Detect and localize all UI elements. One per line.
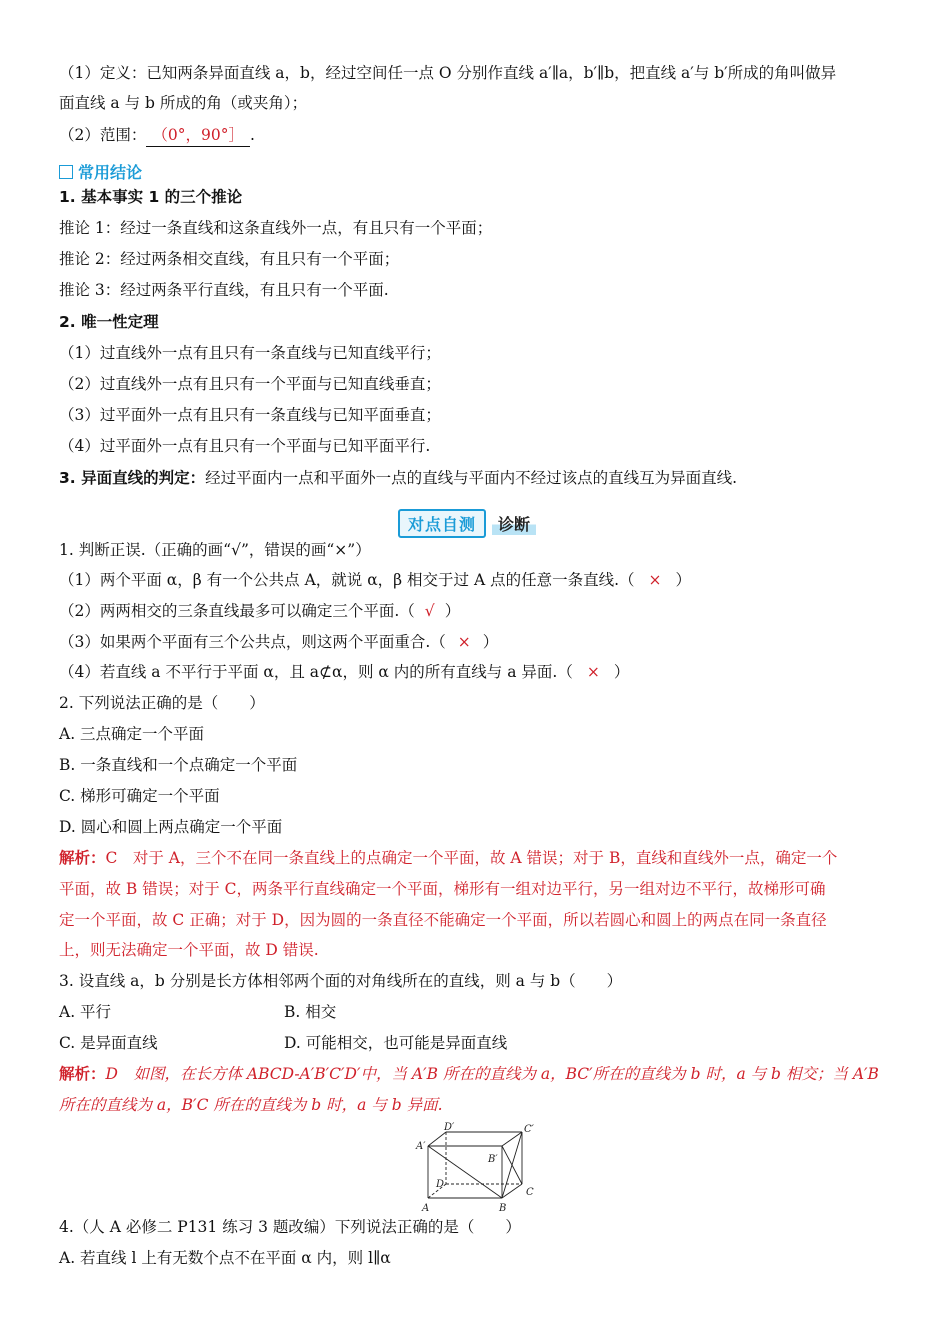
diagonal-b1c: [502, 1146, 522, 1184]
q3-option-b: B. 相交: [284, 1003, 337, 1021]
q1-stem: 1. 判断正误.（正确的画“√”，错误的画“×”）: [59, 541, 371, 559]
range-answer: （0°，90°］: [146, 124, 250, 147]
q2-analysis-line: 定一个平面，故 C 正确；对于 D，因为圆的一条直径不能确定一个平面，所以若圆心和圆上的两点在同一条直径: [59, 911, 827, 929]
q2-option-d: D. 圆心和圆上两点确定一个平面: [59, 818, 283, 836]
q3-analysis-line: 所在的直线为 a，B′C 所在的直线为 b 时，a 与 b 异面.: [59, 1096, 443, 1114]
range-end: .: [249, 126, 255, 144]
q3-stem: 3. 设直线 a，b 分别是长方体相邻两个面的对角线所在的直线，则 a 与 b（ ）: [59, 972, 623, 990]
label-c: C: [526, 1187, 534, 1198]
label-c1: C′: [524, 1124, 534, 1135]
q4-option-a: A. 若直线 l 上有无数个点不在平面 α 内，则 l∥α: [59, 1249, 391, 1267]
q3-option-c: C. 是异面直线: [59, 1034, 158, 1052]
corollary-1: 推论 1：经过一条直线和这条直线外一点，有且只有一个平面；: [59, 219, 493, 237]
uniqueness-2: （2）过直线外一点有且只有一个平面与已知直线垂直；: [59, 375, 441, 393]
q2-analysis-line: 上，则无法确定一个平面，故 D 错误.: [59, 941, 319, 959]
section-title-text: 常用结论: [78, 163, 143, 182]
corollary-3: 推论 3：经过两条平行直线，有且只有一个平面.: [59, 281, 389, 299]
banner-pill: 对点自测: [398, 509, 486, 538]
self-test-banner: [398, 509, 536, 538]
definition-line-1: （1）定义：已知两条异面直线 a，b，经过空间任一点 O 分别作直线 a′∥a，b′∥b，把直线 a′与 b′所成的角叫做异: [59, 64, 837, 82]
label-d: D: [436, 1179, 445, 1190]
q2-analysis-line: 平面，故 B 错误；对于 C，两条平行直线确定一个平面，梯形有一组对边平行，另一组对边不平行，故梯形可确: [59, 880, 826, 898]
uniqueness-4: （4）过平面外一点有且只有一个平面与已知平面平行.: [59, 437, 431, 455]
q2-option-b: B. 一条直线和一个点确定一个平面: [59, 756, 298, 774]
q1-item: （3）如果两个平面有三个公共点，则这两个平面重合.（ × ）: [59, 633, 499, 651]
label-d1: D′: [444, 1122, 455, 1133]
heading-1: 1. 基本事实 1 的三个推论: [59, 188, 243, 206]
q2-analysis-line: 解析：C 对于 A，三个不在同一条直线上的点确定一个平面，故 A 错误；对于 B，直线和直线外一点，确定一个: [59, 849, 838, 867]
q3-option-d: D. 可能相交，也可能是异面直线: [284, 1034, 508, 1052]
edge-a1d1: [428, 1132, 446, 1146]
q1-item: （4）若直线 a 不平行于平面 α，且 a⊄α，则 α 内的所有直线与 a 异面.（ × ）: [59, 663, 630, 681]
q4-stem: 4.（人 A 必修二 P131 练习 3 题改编）下列说法正确的是（ ）: [59, 1218, 521, 1236]
range-label: （2）范围：: [59, 126, 147, 144]
heading-3-line: 3. 异面直线的判定：经过平面内一点和平面外一点的直线与平面内不经过该点的直线互为异面直线.: [59, 469, 738, 487]
skew-lines-criterion: 经过平面内一点和平面外一点的直线与平面内不经过该点的直线互为异面直线.: [205, 469, 738, 487]
q2-option-c: C. 梯形可确定一个平面: [59, 787, 220, 805]
cuboid-figure: [410, 1122, 540, 1214]
q3-option-a: A. 平行: [59, 1003, 112, 1021]
q3-analysis-line: 解析：D 如图，在长方体 ABCD-A′B′C′D′中，当 A′B 所在的直线为 a，BC′所在的直线为 b 时，a 与 b 相交；当 A′B: [59, 1065, 879, 1083]
answer-mark: ×: [648, 571, 662, 589]
q1-item: （1）两个平面 α，β 有一个公共点 A，就说 α，β 相交于过 A 点的任意一条直线.（ × ）: [59, 571, 692, 589]
section-title-common-conclusions: [59, 160, 142, 183]
label-a: A: [422, 1203, 430, 1214]
corollary-2: 推论 2：经过两条相交直线，有且只有一个平面；: [59, 250, 400, 268]
label-a1: A′: [416, 1141, 426, 1152]
q2-option-a: A. 三点确定一个平面: [59, 725, 205, 743]
heading-2: 2. 唯一性定理: [59, 313, 159, 331]
answer-mark: ×: [586, 663, 600, 681]
answer-mark: √: [424, 602, 435, 620]
answer-mark: ×: [457, 633, 471, 651]
q2-stem: 2. 下列说法正确的是（ ）: [59, 694, 265, 712]
uniqueness-3: （3）过平面外一点有且只有一条直线与已知平面垂直；: [59, 406, 441, 424]
range-line: [59, 124, 255, 147]
label-b: B: [499, 1203, 507, 1214]
q1-item: （2）两两相交的三条直线最多可以确定三个平面.（ √ ）: [59, 602, 461, 620]
definition-line-2: 面直线 a 与 b 所成的角（或夹角）；: [59, 94, 308, 112]
uniqueness-1: （1）过直线外一点有且只有一条直线与已知直线平行；: [59, 344, 441, 362]
banner-tail: 诊断: [492, 512, 536, 535]
label-b1: B′: [488, 1154, 498, 1165]
edge-b1c1: [502, 1132, 522, 1146]
edge-bc: [502, 1184, 522, 1198]
checkbox-square-icon: [59, 165, 73, 179]
